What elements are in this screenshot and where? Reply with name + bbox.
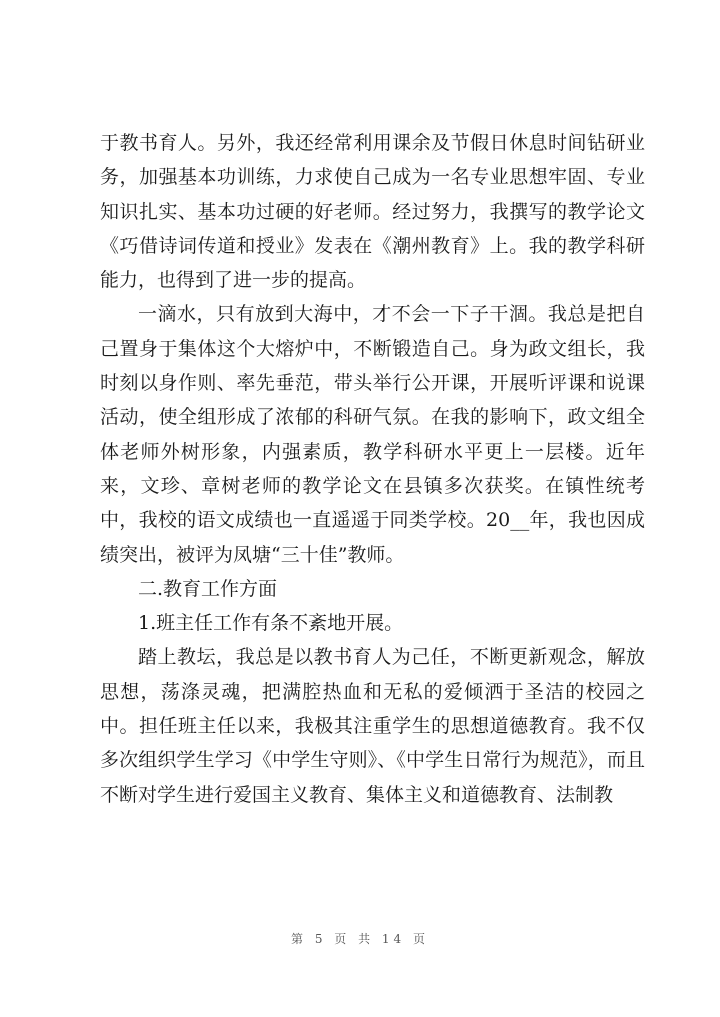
section-heading-education: 二.教育工作方面 [138, 577, 278, 600]
document-body [100, 126, 645, 812]
paragraph-collective: 一滴水，只有放到大海中，才不会一下子干涸。我总是把自己置身于集体这个大熔炉中，不断锻造自己。身为政文组长，我时刻以身作则、率先垂范，带头举行公开课，开展听评课和说课活动，使全组形成了浓郁的科研气氛。在我的影响下，政文组全体老师外树形象，内强素质，教学科研水平更上一层楼。近年来，文珍、章树老师的教学论文在县镇多次获奖。在镇性统考中，我校的语文成绩也一直遥遥于同类学校。20__年，我也因成绩突出，被评为凤塘“三十佳”教师。 [100, 303, 645, 566]
subsection-heading-class-teacher: 1.班主任工作有条不紊地开展。 [138, 612, 404, 635]
paragraph-continuation: 于教书育人。另外，我还经常利用课余及节假日休息时间钻研业务，加强基本功训练，力求使自己成为一名专业思想牢固、专业知识扎实、基本功过硬的好老师。经过努力，我撰写的教学论文《巧借诗词传道和授业》发表在《潮州教育》上。我的教学科研能力，也得到了进一步的提高。 [100, 132, 645, 292]
page-number-footer: 第 5 页 共 14 页 [291, 932, 429, 946]
paragraph-class-teacher: 踏上教坛，我总是以教书育人为己任，不断更新观念，解放思想，荡涤灵魂，把满腔热血和无私的爱倾洒于圣洁的校园之中。担任班主任以来，我极其注重学生的思想道德教育。我不仅多次组织学生学习《中学生守则》、《中学生日常行为规范》，而且不断对学生进行爱国主义教育、集体主义和道德教育、法制教 [100, 646, 645, 806]
